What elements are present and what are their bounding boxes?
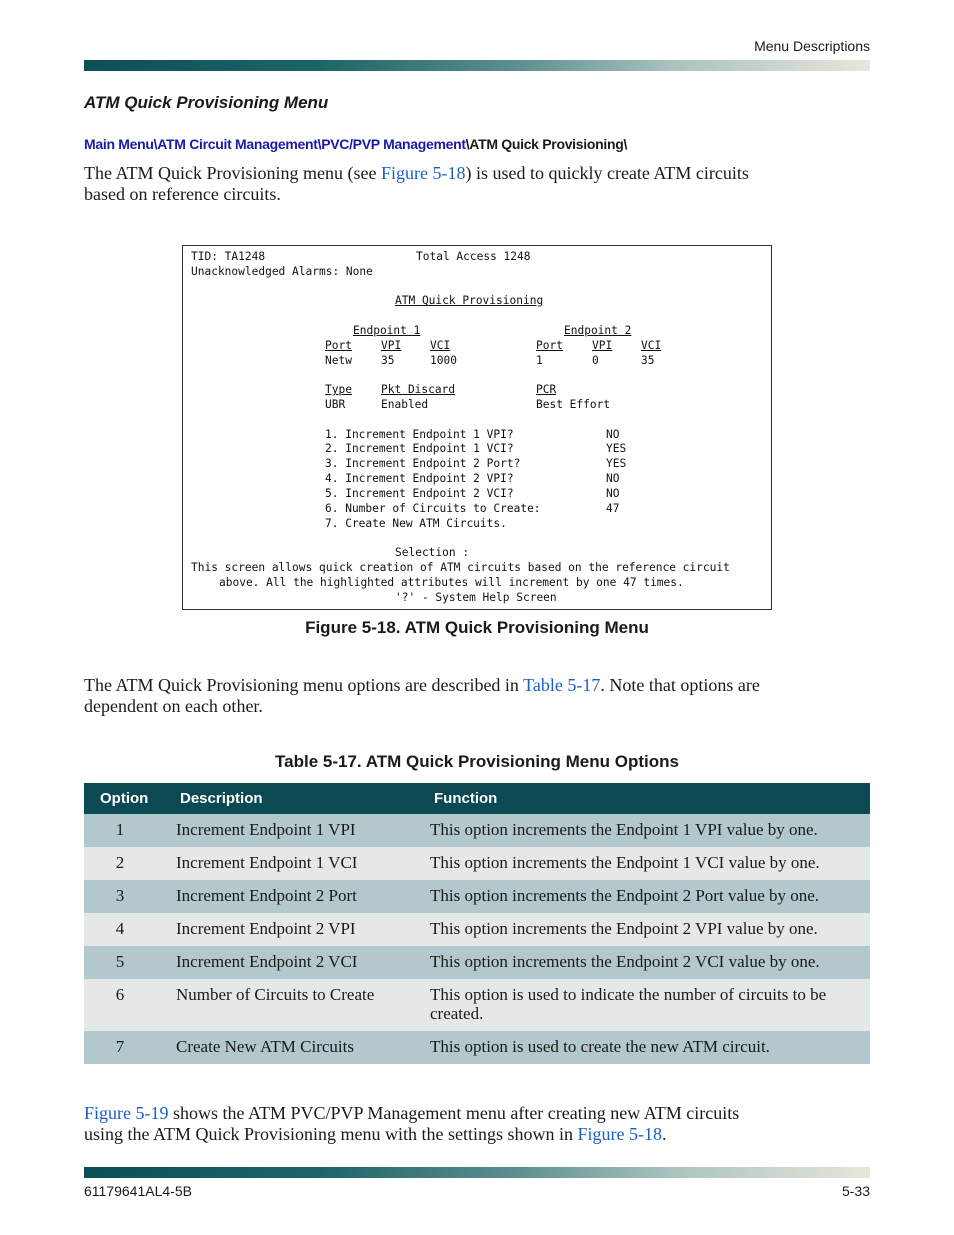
screen-help-line-1: This screen allows quick creation of ATM circuits based on the reference circuit — [191, 561, 730, 574]
section-title: ATM Quick Provisioning Menu — [84, 93, 329, 112]
table-row: 2 Increment Endpoint 1 VCI This option increments the Endpoint 1 VCI value by one. — [84, 847, 870, 880]
screen-menu-value-2: YES — [606, 442, 627, 455]
screen-header-vpi-2: VPI — [592, 339, 613, 352]
screen-menu-item-3[interactable]: 3. Increment Endpoint 2 Port? — [325, 457, 521, 470]
screen-menu-item-6[interactable]: 6. Number of Circuits to Create: — [325, 502, 541, 515]
breadcrumb-current: \ATM Quick Provisioning\ — [465, 136, 628, 152]
screen-ep1-vpi: 35 — [381, 354, 395, 367]
screen-menu-item-4[interactable]: 4. Increment Endpoint 2 VPI? — [325, 472, 514, 485]
screen-pkt-discard-value: Enabled — [381, 398, 429, 411]
screen-type-value: UBR — [325, 398, 346, 411]
closing-paragraph: Figure 5-19 shows the ATM PVC/PVP Management menu after creating new ATM circuits using the ATM Quick Provisioning menu with the settings shown in Figure 5-18. — [84, 1103, 740, 1144]
breadcrumb: Main Menu\ATM Circuit Management\PVC/PVP Management\ATM Quick Provisioning\ — [84, 136, 628, 152]
table-row: 3 Increment Endpoint 2 Port This option increments the Endpoint 2 Port value by one. — [84, 880, 870, 913]
screen-header-pcr: PCR — [536, 383, 557, 396]
table-caption: Table 5-17. ATM Quick Provisioning Menu Options — [275, 752, 679, 771]
screen-menu-item-2[interactable]: 2. Increment Endpoint 1 VCI? — [325, 442, 514, 455]
screen-menu-value-5: NO — [606, 487, 620, 500]
screen-ep1-vci: 1000 — [430, 354, 457, 367]
link-figure-5-18-closing[interactable]: Figure 5-18 — [577, 1124, 662, 1144]
table-row: 4 Increment Endpoint 2 VPI This option increments the Endpoint 2 VPI value by one. — [84, 913, 870, 946]
screen-help-line-3: '?' - System Help Screen — [395, 591, 557, 604]
screen-header-port: Port — [325, 339, 352, 352]
screen-header-vci: VCI — [430, 339, 451, 352]
screen-header-port-2: Port — [536, 339, 563, 352]
figure-caption: Figure 5-18. ATM Quick Provisioning Menu — [305, 618, 649, 637]
screen-tid: TID: TA1248 — [191, 250, 266, 263]
table-header-row — [84, 783, 870, 814]
screen-alarms: Unacknowledged Alarms: None — [191, 265, 373, 278]
terminal-screen — [182, 245, 772, 610]
header-option: Option — [84, 783, 164, 814]
table-row: 5 Increment Endpoint 2 VCI This option increments the Endpoint 2 VCI value by one. — [84, 946, 870, 979]
screen-pcr-value: Best Effort — [536, 398, 611, 411]
screen-ep1-port: Netw — [325, 354, 352, 367]
link-figure-5-18[interactable]: Figure 5-18 — [380, 163, 466, 183]
screen-selection-prompt[interactable]: Selection : — [395, 546, 470, 559]
intro-paragraph: The ATM Quick Provisioning menu (see Figure 5-18) is used to quickly create ATM circuits based on reference circuits. — [84, 163, 749, 204]
header-rule — [84, 60, 870, 71]
table-row: 1 Increment Endpoint 1 VPI This option increments the Endpoint 1 VPI value by one. — [84, 814, 870, 847]
screen-ep2-vpi: 0 — [592, 354, 599, 367]
breadcrumb-pvc-pvp-management[interactable]: PVC/PVP Management — [321, 136, 466, 152]
screen-ep2-port: 1 — [536, 354, 543, 367]
link-figure-5-19[interactable]: Figure 5-19 — [84, 1103, 169, 1123]
options-paragraph: The ATM Quick Provisioning menu options are described in Table 5-17. Note that options are dependent on each other. — [84, 675, 760, 716]
running-header: Menu Descriptions — [754, 38, 870, 54]
screen-endpoint-2-label: Endpoint 2 — [564, 324, 632, 337]
screen-menu-value-4: NO — [606, 472, 620, 485]
screen-endpoint-1-label: Endpoint 1 — [353, 324, 421, 337]
link-table-5-17[interactable]: Table 5-17 — [523, 675, 601, 695]
table-row: 6 Number of Circuits to Create This option is used to indicate the number of circuits to be created. — [84, 979, 870, 1031]
screen-header-vci-2: VCI — [641, 339, 662, 352]
screen-help-line-2: above. All the highlighted attributes will increment by one 47 times. — [219, 576, 684, 589]
screen-menu-item-1[interactable]: 1. Increment Endpoint 1 VPI? — [325, 428, 514, 441]
screen-header-vpi: VPI — [381, 339, 402, 352]
breadcrumb-main-menu[interactable]: Main Menu — [84, 136, 154, 152]
screen-menu-value-6: 47 — [606, 502, 620, 515]
breadcrumb-atm-circuit-management[interactable]: ATM Circuit Management — [157, 136, 318, 152]
screen-title: ATM Quick Provisioning — [395, 294, 544, 307]
screen-menu-item-7[interactable]: 7. Create New ATM Circuits. — [325, 517, 507, 530]
footer-page-number: 5-33 — [841, 1183, 870, 1199]
header-description: Description — [164, 783, 418, 814]
screen-menu-value-1: NO — [606, 428, 620, 441]
table-row: 7 Create New ATM Circuits This option is used to create the new ATM circuit. — [84, 1031, 870, 1064]
screen-header-type: Type — [325, 383, 352, 396]
options-table — [84, 783, 870, 1064]
footer-rule — [84, 1167, 870, 1178]
screen-header-pkt-discard: Pkt Discard — [381, 383, 456, 396]
header-function: Function — [418, 783, 870, 814]
screen-system-name: Total Access 1248 — [416, 250, 531, 263]
screen-menu-item-5[interactable]: 5. Increment Endpoint 2 VCI? — [325, 487, 514, 500]
screen-ep2-vci: 35 — [641, 354, 655, 367]
footer-document-number: 61179641AL4-5B — [84, 1183, 192, 1199]
screen-menu-value-3: YES — [606, 457, 627, 470]
